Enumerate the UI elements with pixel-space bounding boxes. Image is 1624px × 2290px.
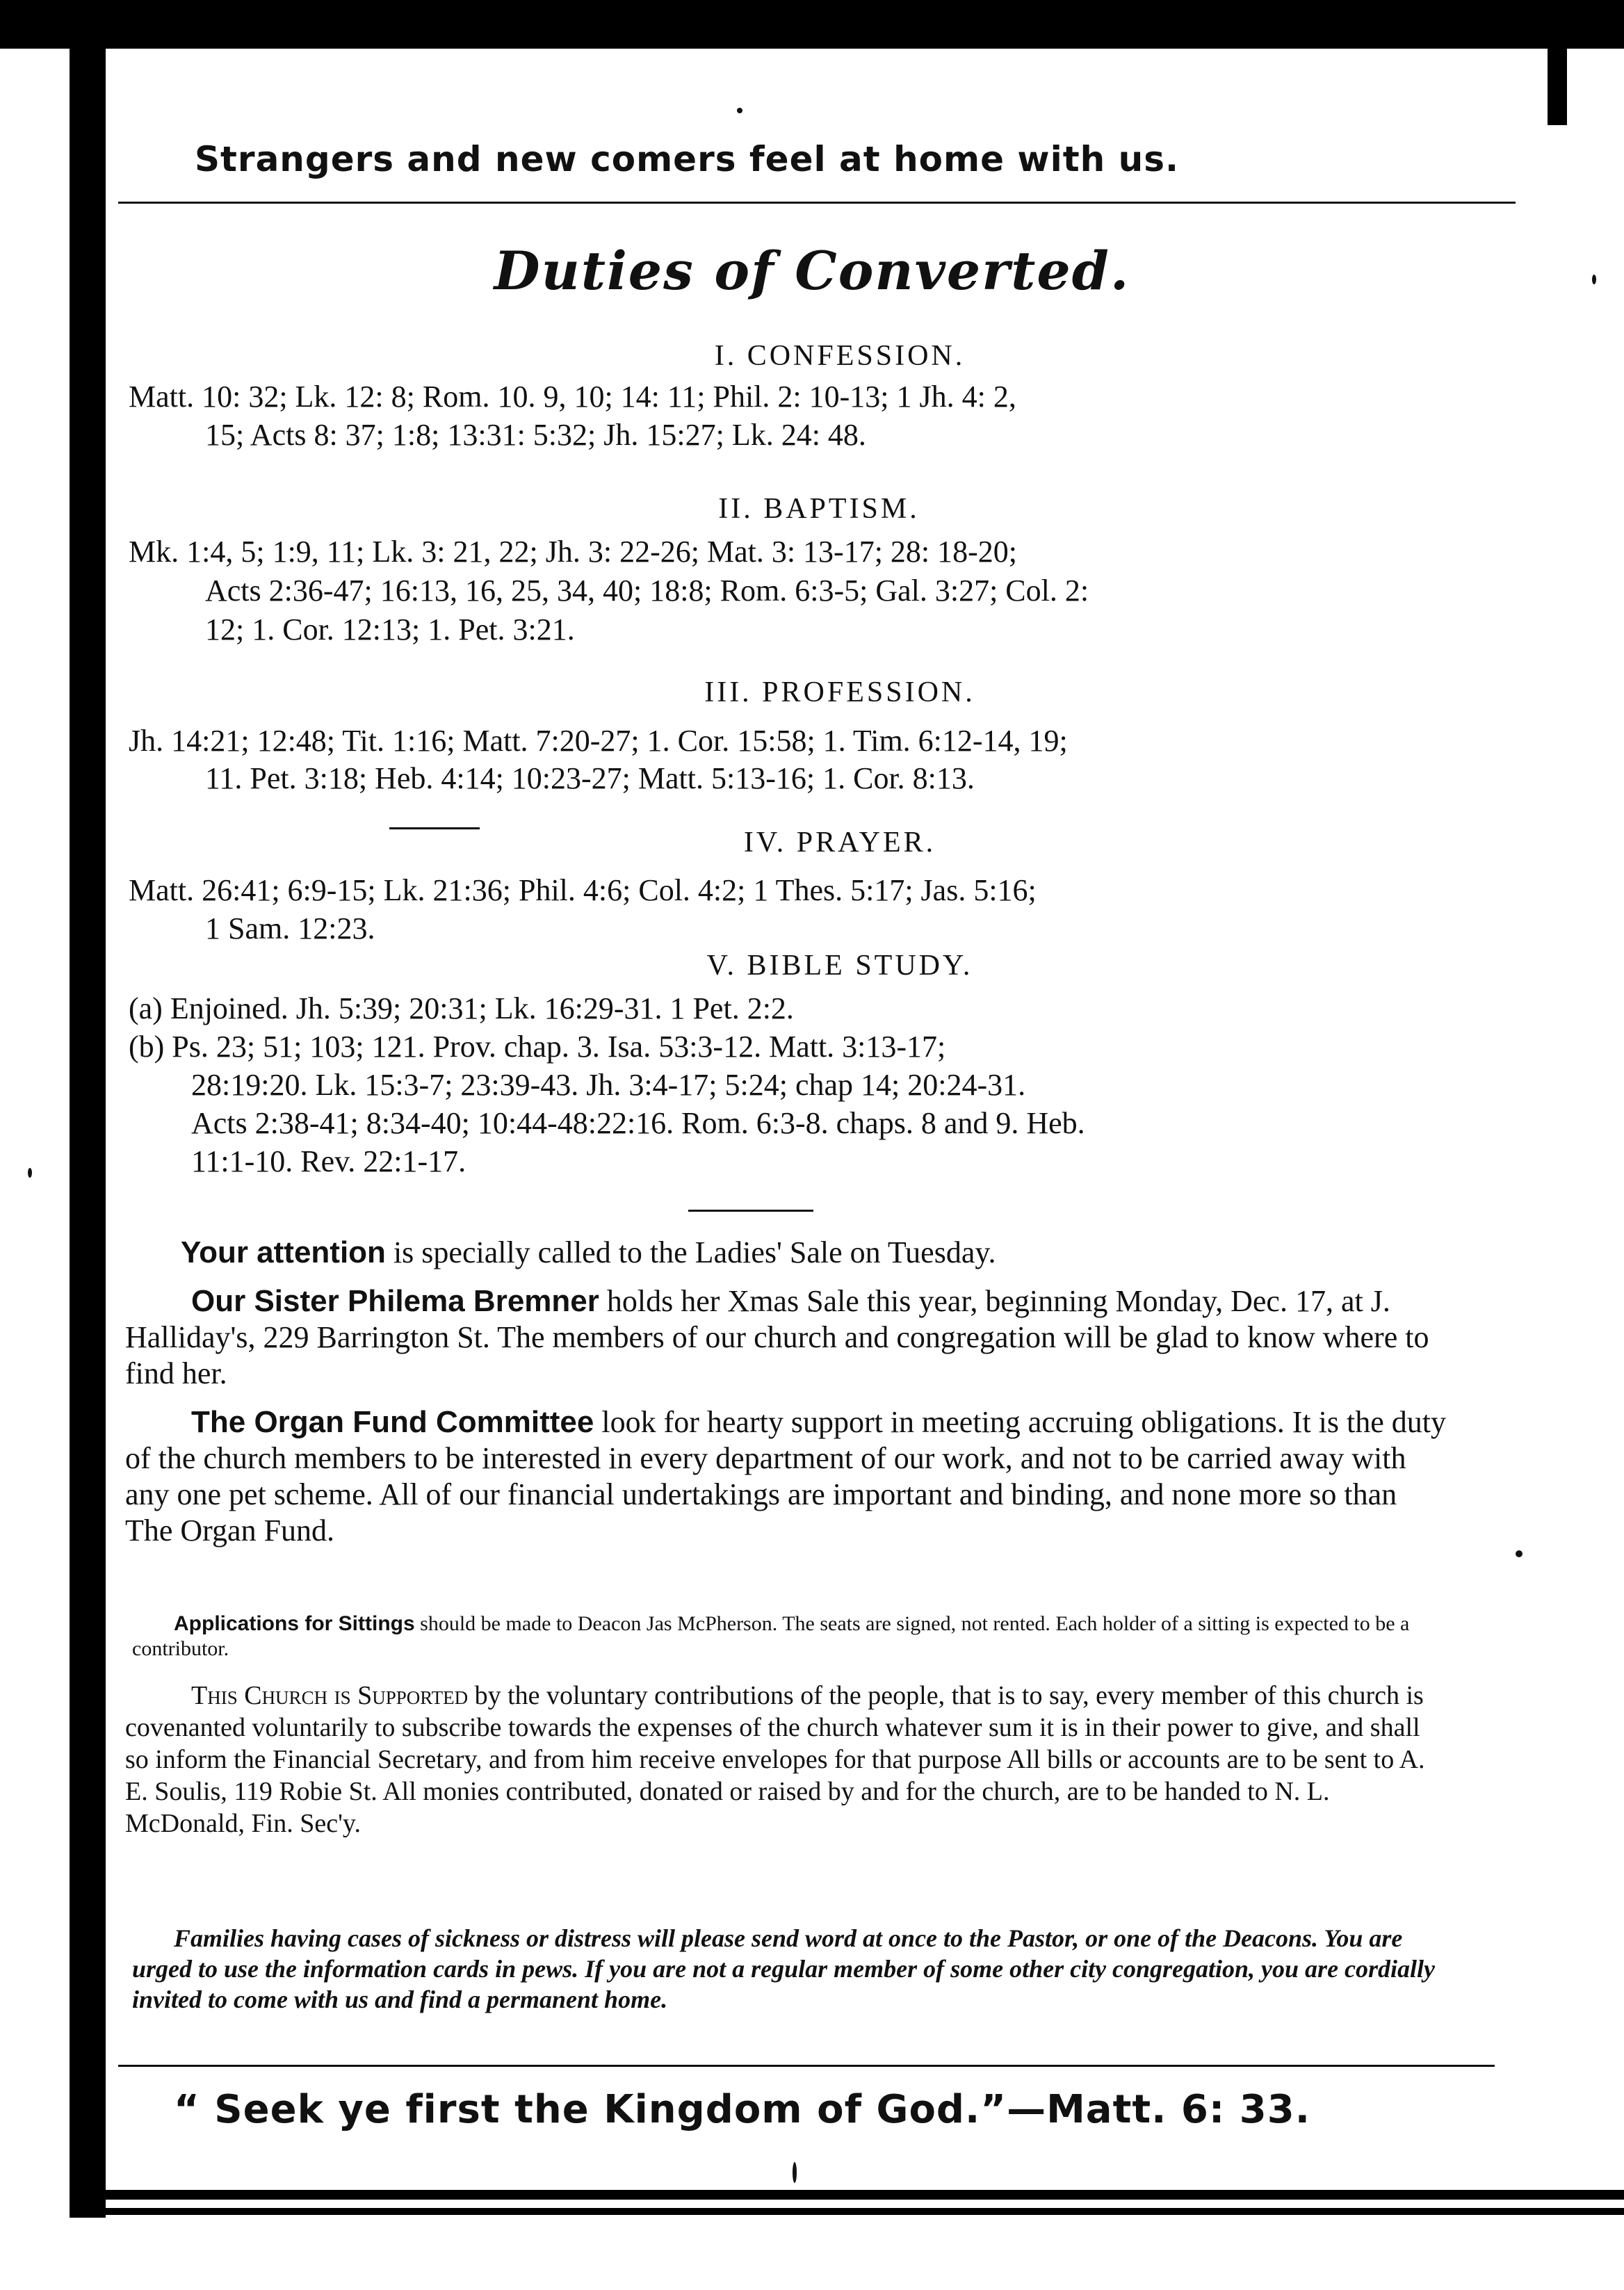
- support-lead: This Church is Supported: [191, 1681, 469, 1710]
- bottom-border: [70, 2190, 1624, 2200]
- print-speck: [28, 1168, 32, 1178]
- attention-text: is specially called to the Ladies' Sale on Tuesday.: [385, 1235, 996, 1269]
- support-text: by the voluntary contributions of the people, that is to say, every member of this church is covenanted voluntarily to subscribe towards the expenses of the church whatever sum it is in their power to give, and shall so inform the Financial Secretary, and from him receive envelopes for that purpose All bills or accounts are to be sent to A. E. Soulis, 119 Robie St. All monies contributed, donated or raised by and for the church, are to be handed to N. L. McDonald, Fin. Sec'y.: [125, 1681, 1425, 1838]
- top-border: [0, 0, 1624, 49]
- sittings-lead: Applications for Sittings: [174, 1612, 415, 1635]
- organ-lead: The Organ Fund Committee: [191, 1405, 594, 1439]
- bible-study-refs-line-3: 28:19:20. Lk. 15:3-7; 23:39-43. Jh. 3:4-17; 5:24; chap 14; 20:24-31.: [191, 1068, 1026, 1102]
- sittings-text: should be made to Deacon Jas McPherson. The seats are signed, not rented. Each holder of a sitting is expected to be a contributor.: [132, 1612, 1410, 1660]
- confession-refs-line-2: 15; Acts 8: 37; 1:8; 13:31: 5:32; Jh. 15:27; Lk. 24: 48.: [205, 418, 866, 452]
- print-speck: [1592, 275, 1596, 284]
- baptism-refs-line-3: 12; 1. Cor. 12:13; 1. Pet. 3:21.: [205, 612, 575, 647]
- profession-refs-line-1: Jh. 14:21; 12:48; Tit. 1:16; Matt. 7:20-27; 1. Cor. 15:58; 1. Tim. 6:12-14, 19;: [129, 724, 1068, 758]
- baptism-refs-line-2: Acts 2:36-47; 16:13, 16, 25, 34, 40; 18:8; Rom. 6:3-5; Gal. 3:27; Col. 2:: [205, 574, 1089, 608]
- confession-refs-line-1: Matt. 10: 32; Lk. 12: 8; Rom. 10. 9, 10; 14: 11; Phil. 2: 10-13; 1 Jh. 4: 2,: [129, 380, 1016, 414]
- sittings-notice: [132, 1611, 1453, 1662]
- footer-scripture: “ Seek ye first the Kingdom of God.”—Matt. 6: 33.: [174, 2087, 1310, 2132]
- prayer-refs-line-2: 1 Sam. 12:23.: [205, 911, 375, 945]
- ladies-sale-notice: [181, 1235, 1453, 1271]
- bible-study-refs-line-2: (b) Ps. 23; 51; 103; 121. Prov. chap. 3. Isa. 53:3-12. Matt. 3:13-17;: [129, 1030, 946, 1064]
- attention-lead: Your attention: [181, 1235, 386, 1269]
- section-heading-profession: III. PROFESSION.: [704, 676, 975, 708]
- bible-study-refs-line-1: (a) Enjoined. Jh. 5:39; 20:31; Lk. 16:29-31. 1 Pet. 2:2.: [129, 991, 794, 1025]
- bottom-border-lower: [70, 2208, 1624, 2215]
- print-speck: [737, 108, 742, 113]
- right-border-stub: [1548, 42, 1567, 125]
- xmas-sale-notice: [125, 1283, 1446, 1392]
- welcome-banner: Strangers and new comers feel at home with us.: [195, 139, 1180, 179]
- section-heading-bible-study: V. BIBLE STUDY.: [706, 950, 973, 982]
- church-support-notice: [125, 1680, 1446, 1840]
- profession-refs-line-2: 11. Pet. 3:18; Heb. 4:14; 10:23-27; Matt. 5:13-16; 1. Cor. 8:13.: [205, 761, 975, 795]
- page-title: Duties of Converted.: [494, 240, 1130, 302]
- section-heading-prayer: IV. PRAYER.: [743, 827, 936, 859]
- organ-text: look for hearty support in meeting accruing obligations. It is the duty of the church members to be interested in every department of our work, and not to be carried away with any one pet scheme. All of our financial undertakings are important and binding, and none more so than The Organ Fund.: [125, 1405, 1446, 1548]
- bible-study-refs-line-5: 11:1-10. Rev. 22:1-17.: [191, 1144, 466, 1178]
- footer-rule: [118, 2065, 1495, 2067]
- print-speck: [793, 2162, 797, 2183]
- section-heading-baptism: II. BAPTISM.: [718, 493, 920, 525]
- families-notice: Families having cases of sickness or distress will please send word at once to the Pastor, or one of the Deacons. You are urged to use the information cards in pews. If you are not a regular member of some other city congregation, you are cordially invited to come with us and find a permanent home.: [132, 1924, 1436, 2013]
- print-speck: [1516, 1550, 1522, 1557]
- section-divider: [688, 1210, 813, 1212]
- sister-lead: Our Sister Philema Bremner: [191, 1284, 599, 1318]
- banner-rule: [118, 202, 1516, 204]
- prayer-refs-line-1: Matt. 26:41; 6:9-15; Lk. 21:36; Phil. 4:6; Col. 4:2; 1 Thes. 5:17; Jas. 5:16;: [129, 873, 1037, 907]
- bible-study-refs-line-4: Acts 2:38-41; 8:34-40; 10:44-48:22:16. Rom. 6:3-8. chaps. 8 and 9. Heb.: [191, 1106, 1085, 1140]
- organ-fund-notice: [125, 1404, 1446, 1549]
- baptism-refs-line-1: Mk. 1:4, 5; 1:9, 11; Lk. 3: 21, 22; Jh. 3: 22-26; Mat. 3: 13-17; 28: 18-20;: [129, 535, 1018, 569]
- sister-text: holds her Xmas Sale this year, beginning Monday, Dec. 17, at J. Halliday's, 229 Barrington St. The members of our church and congregation will be glad to know where to find her.: [125, 1284, 1429, 1390]
- section-heading-confession: I. CONFESSION.: [714, 340, 966, 372]
